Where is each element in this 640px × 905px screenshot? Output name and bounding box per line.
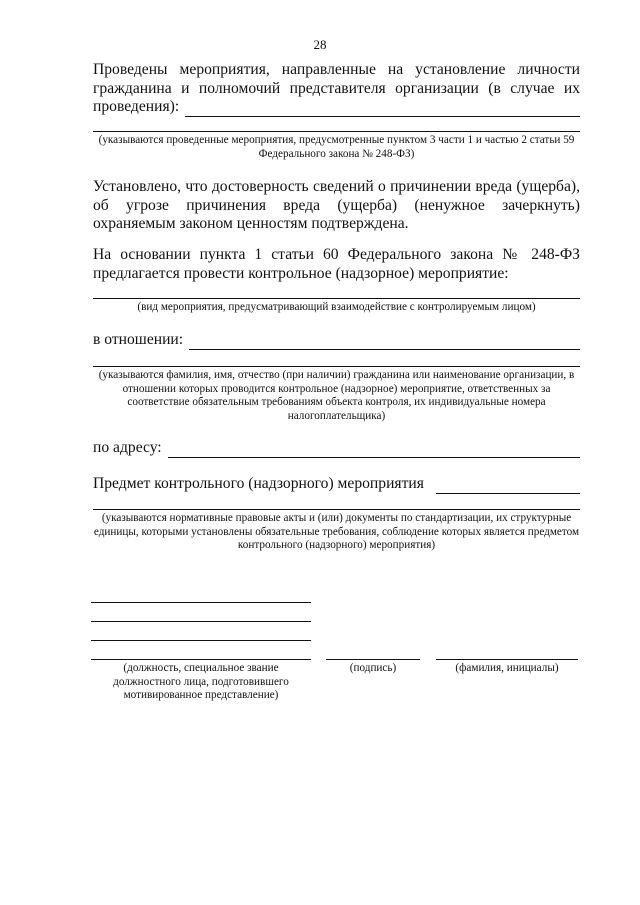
legal-basis-paragraph: На основании пункта 1 статьи 60 Федерального закона № 248-ФЗ предлагается провести контрольное (надзорное) мероприятие: xyxy=(93,246,580,282)
identity-blank-line[interactable] xyxy=(93,131,580,132)
address-label: по адресу: xyxy=(93,439,162,456)
subject-blank-line[interactable] xyxy=(93,509,580,510)
event-type-line[interactable] xyxy=(93,298,580,299)
in-relation-note: (указываются фамилия, имя, отчество (при наличии) гражданина или наименование организации, в отношении которых проводится контрольное (надзорное) мероприятие, ответственных за соответствие обязательным требованиям объекта контроля, их индивидуальные номера налогоплательщика) xyxy=(98,369,575,422)
subject-note: (указываются нормативные правовые акты и (или) документы по стандартизации, их структурные единицы, которыми установлены обязательные требования, соблюдение которых является предметом контрольного (надзорного) мероприятия) xyxy=(93,512,580,552)
position-line-4[interactable] xyxy=(91,659,311,660)
in-relation-fill-line[interactable] xyxy=(189,335,580,350)
in-relation-blank-line[interactable] xyxy=(93,366,580,367)
identity-fill-line[interactable] xyxy=(185,102,580,117)
position-line-1[interactable] xyxy=(91,602,311,603)
signature-caption: (подпись) xyxy=(349,662,397,674)
reliability-paragraph: Установлено, что достоверность сведений о причинении вреда (ущерба), об угрозе причинения вреда (ущерба) (ненужное зачеркнуть) охраняемым законом ценностям подтверждена. xyxy=(93,178,580,233)
subject-row xyxy=(93,475,580,494)
signature-line[interactable] xyxy=(326,659,420,660)
name-caption: (фамилия, инициалы) xyxy=(455,662,559,674)
subject-fill-line[interactable] xyxy=(436,479,580,494)
subject-label: Предмет контрольного (надзорного) мероприятия xyxy=(93,475,424,492)
address-fill-line[interactable] xyxy=(168,443,580,458)
in-relation-label: в отношении: xyxy=(93,331,184,348)
event-type-note: (вид мероприятия, предусматривающий взаимодействие с контролируемым лицом) xyxy=(137,301,536,313)
page-number: 28 xyxy=(313,37,327,52)
identity-line-3-label: проведения): xyxy=(93,98,180,116)
in-relation-row xyxy=(93,331,580,350)
identity-line-2: гражданина и полномочий представителя организации (в случае их xyxy=(93,79,580,97)
position-caption: (должность, специальное звание должностного лица, подготовившего мотивированное представление) xyxy=(113,662,289,702)
identity-line-1: Проведены мероприятия, направленные на установление личности xyxy=(93,61,580,78)
position-line-3[interactable] xyxy=(91,640,311,641)
position-line-2[interactable] xyxy=(91,621,311,622)
identity-line-3 xyxy=(93,98,580,117)
identity-note: (указываются проведенные мероприятия, предусмотренные пунктом 3 части 1 и частью 2 статьи 59 Федерального закона № 248-ФЗ) xyxy=(98,134,575,160)
name-line[interactable] xyxy=(436,659,578,660)
identity-paragraph xyxy=(93,61,580,117)
address-row xyxy=(93,439,580,458)
